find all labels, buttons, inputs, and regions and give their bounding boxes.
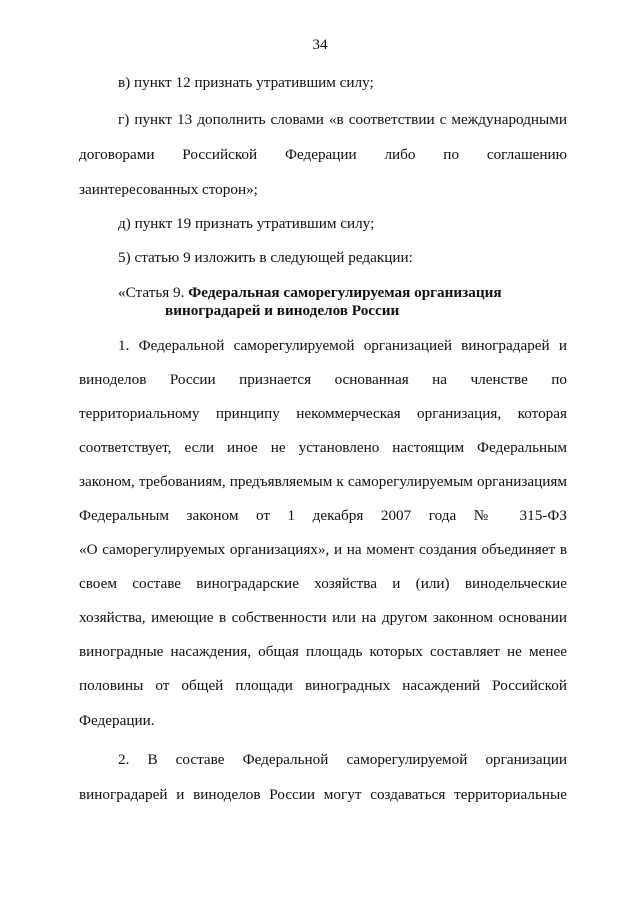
text-line: «О саморегулируемых организациях», и на момент создания объединяет в [79, 541, 567, 558]
article-title-bold: виноградарей и виноделов России [165, 302, 400, 319]
article-title [118, 284, 567, 302]
text-line: половины от общей площади виноградных насаждений Российской [79, 677, 567, 694]
text-line: в) пункт 12 признать утратившим силу; [118, 74, 374, 91]
text-line: договорами Российской Федерации либо по соглашению [79, 146, 567, 163]
text-line: виноградные насаждения, общая площадь которых составляет не менее [79, 643, 567, 660]
text-line: виноделов России признается основанная на членстве по [79, 371, 567, 388]
text-line: хозяйства, имеющие в собственности или на другом законном основании [79, 609, 567, 626]
text-line: г) пункт 13 дополнить словами «в соответствии с международными [118, 111, 567, 128]
text-line: территориальному принципу некоммерческая организация, которая [79, 405, 567, 422]
text-line: законом, требованиям, предъявляемым к саморегулируемым организациям [79, 473, 567, 490]
text-line: 5) статью 9 изложить в следующей редакции: [118, 249, 413, 266]
text-line: 1. Федеральной саморегулируемой организацией виноградарей и [118, 337, 567, 354]
text-line: д) пункт 19 признать утратившим силу; [118, 215, 375, 232]
article-title-prefix: «Статья 9. [118, 284, 189, 301]
article-title-continued [165, 302, 565, 320]
text-line: 2. В составе Федеральной саморегулируемой организации [118, 751, 567, 768]
text-line: виноградарей и виноделов России могут создаваться территориальные [79, 786, 567, 803]
text-line: Федеральным законом от 1 декабря 2007 года № 315-ФЗ [79, 507, 567, 524]
text-line: соответствует, если иное не установлено настоящим Федеральным [79, 439, 567, 456]
page-number: 34 [312, 36, 328, 53]
text-line: Федерации. [79, 712, 155, 729]
text-line: своем составе виноградарские хозяйства и (или) винодельческие [79, 575, 567, 592]
text-line: заинтересованных сторон»; [79, 181, 258, 198]
article-title-bold: Федеральная саморегулируемая организация [188, 284, 502, 301]
